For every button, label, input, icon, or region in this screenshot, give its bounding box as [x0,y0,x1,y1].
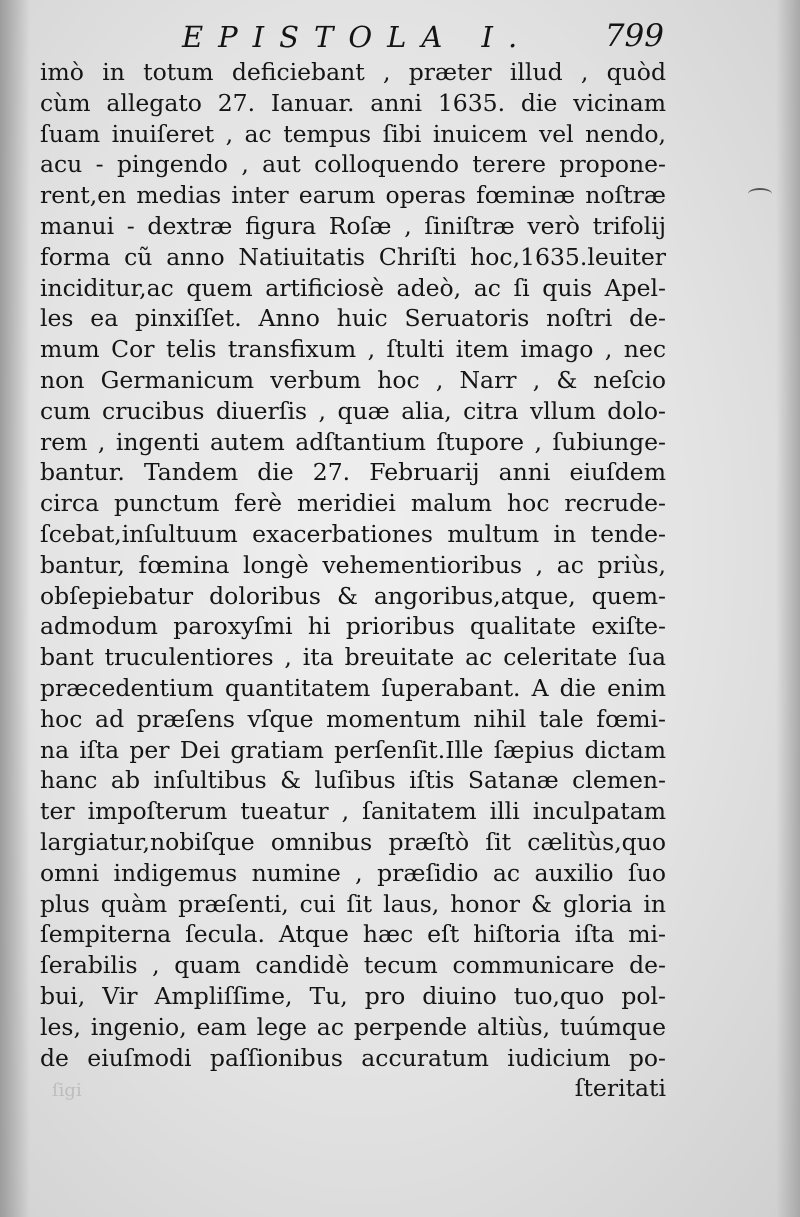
text-line: ſuam inuiſeret , ac tempus ſibi inuicem vel nendo, [40,119,666,148]
text-line: les, ingenio, eam lege ac perpende altiùs, tuúmque [40,1012,666,1041]
text-line: cum crucibus diuerſis , quæ alia, citra vllum dolo- [40,396,666,425]
text-line: bantur, fœmina longè vehementioribus , ac priùs, [40,550,666,579]
page-edge-shadow-right [776,0,800,1217]
text-line: rem , ingenti autem adſtantium ſtupore , ſubiunge- [40,427,666,456]
text-line: omni indigemus numine , præſidio ac auxilio ſuo [40,858,666,887]
text-line: bui, Vir Ampliſſime, Tu, pro diuino tuo,quo pol- [40,981,666,1010]
text-line: plus quàm præſenti, cui ſit laus, honor & gloria in [40,889,666,918]
text-line: les ea pinxiſſet. Anno huic Seruatoris noſtri de- [40,304,666,333]
text-line: forma cũ anno Natiuitatis Chriſti hoc,1635.leuiter [40,242,666,271]
text-line: inciditur,ac quem artificiosè adeò, ac ſi quis Apel- [40,273,666,302]
text-line: largiatur,nobiſque omnibus præſtò ſit cælitùs,quo [40,827,666,856]
text-line: hoc ad præſens vſque momentum nihil tale fœmi- [40,704,666,733]
body-text [40,57,666,1104]
text-line: præcedentium quantitatem ſuperabant. A die enim [40,673,666,702]
text-line: obſepiebatur doloribus & angoribus,atque, quem- [40,581,666,610]
text-line: ter impoſterum tueatur , ſanitatem illi inculpatam [40,797,666,826]
text-line: hanc ab inſultibus & luſibus iſtis Satanæ clemen- [40,766,666,795]
page-edge-shadow-left [0,0,30,1217]
text-line: de eiuſmodi paſſionibus accuratum iudicium po- [40,1043,666,1072]
text-line: na iſta per Dei gratiam perſenſit.Ille ſæpius dictam [40,735,666,764]
text-line: ſempiterna ſecula. Atque hæc eſt hiſtoria iſta mi- [40,920,666,949]
text-line: cùm allegato 27. Ianuar. anni 1635. die vicinam [40,88,666,117]
text-line: bant truculentiores , ita breuitate ac celeritate ſua [40,643,666,672]
text-line: rent,en medias inter earum operas fœminæ noſtræ [40,181,666,210]
text-line: circa punctum ferè meridiei malum hoc recrude- [40,489,666,518]
text-line: imò in totum deficiebant , præter illud , quòd [40,58,666,86]
running-head: EPISTOLA I. [182,20,533,54]
text-line: acu - pingendo , aut colloquendo terere propone- [40,150,666,179]
margin-mark [748,188,772,200]
text-line: ſerabilis , quam candidè tecum communicare de- [40,951,666,980]
bleed-through-text: ſigi [52,1080,82,1101]
text-line: bantur. Tandem die 27. Februarij anni eiuſdem [40,458,666,487]
text-line: non Germanicum verbum hoc , Narr , & neſcio [40,365,666,394]
text-line: mum Cor telis transfixum , ſtulti item imago , nec [40,335,666,364]
text-line: ſcebat,inſultuum exacerbationes multum in tende- [40,519,666,548]
text-line: manui - dextræ figura Roſæ , ſiniſtræ verò trifolij [40,211,666,240]
page-number: 799 [604,18,664,54]
text-line: admodum paroxyſmi hi prioribus qualitate exiſte- [40,612,666,641]
page-header [40,16,666,60]
catchword: ſteritati [574,1074,666,1103]
